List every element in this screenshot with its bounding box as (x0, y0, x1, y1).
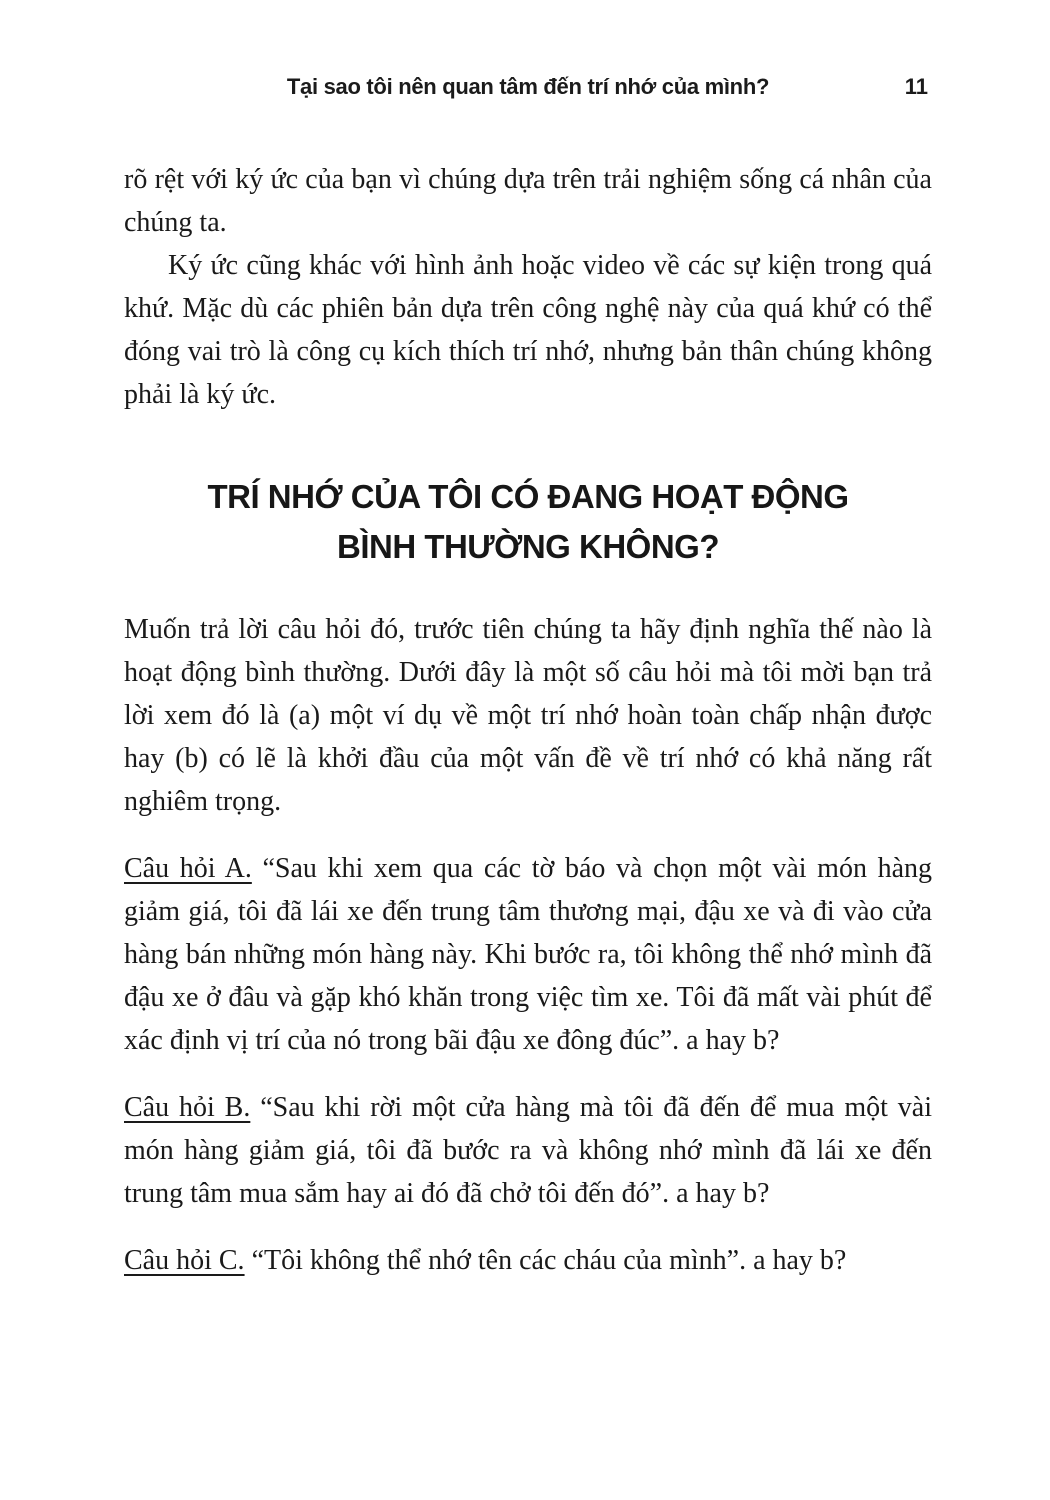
question-c-text: “Tôi không thể nhớ tên các cháu của mình”. a hay b? (244, 1245, 847, 1276)
paragraph-continued-from-previous-page: rõ rệt với ký ức của bạn vì chúng dựa trên trải nghiệm sống cá nhân của chúng ta. (124, 164, 932, 238)
question-b-text: “Sau khi rời một cửa hàng mà tôi đã đến để mua một vài món hàng giảm giá, tôi đã bước ra và không nhớ mình đã lái xe đến trung tâm mua sắm hay ai đó đã chở tôi đến đó”. a hay b? (124, 1092, 932, 1209)
question-paragraph-c (124, 1239, 932, 1282)
question-b-label: Câu hỏi B. (124, 1092, 251, 1123)
question-paragraph-b (124, 1086, 932, 1215)
section-heading-line-2: BÌNH THƯỜNG KHÔNG? (336, 528, 719, 565)
question-paragraph-a (124, 847, 932, 1062)
paragraph-memory-vs-media: Ký ức cũng khác với hình ảnh hoặc video về các sự kiện trong quá khứ. Mặc dù các phiên bản dựa trên công nghệ này của quá khứ có thể đóng vai trò là công cụ kích thích trí nhớ, nhưng bản thân chúng không phải là ký ức. (124, 250, 932, 410)
question-a-text: “Sau khi xem qua các tờ báo và chọn một vài món hàng giảm giá, tôi đã lái xe đến trung tâm thương mại, đậu xe và đi vào cửa hàng bán những món hàng này. Khi bước ra, tôi không thể nhớ mình đã đậu xe ở đâu và gặp khó khăn trong việc tìm xe. Tôi đã mất vài phút để xác định vị trí của nó trong bãi đậu xe đông đúc”. a hay b? (124, 853, 933, 1056)
section-heading-line-1: TRÍ NHỚ CỦA TÔI CÓ ĐANG HOẠT ĐỘNG (207, 478, 849, 515)
question-c-label: Câu hỏi C. (124, 1245, 245, 1276)
page-content (124, 158, 932, 1282)
page-number: 11 (904, 74, 928, 99)
paragraph-intro-normal-function: Muốn trả lời câu hỏi đó, trước tiên chúng ta hãy định nghĩa thế nào là hoạt động bình thường. Dưới đây là một số câu hỏi mà tôi mời bạn trả lời xem đó là (a) một ví dụ về một trí nhớ hoàn toàn chấp nhận được hay (b) có lẽ là khởi đầu của một vấn đề về trí nhớ có khả năng rất nghiêm trọng. (124, 614, 932, 817)
question-a-label: Câu hỏi A. (124, 853, 252, 884)
section-heading (124, 472, 932, 572)
running-header-title: Tại sao tôi nên quan tâm đến trí nhớ của mình? (286, 74, 770, 99)
running-header (124, 74, 932, 104)
